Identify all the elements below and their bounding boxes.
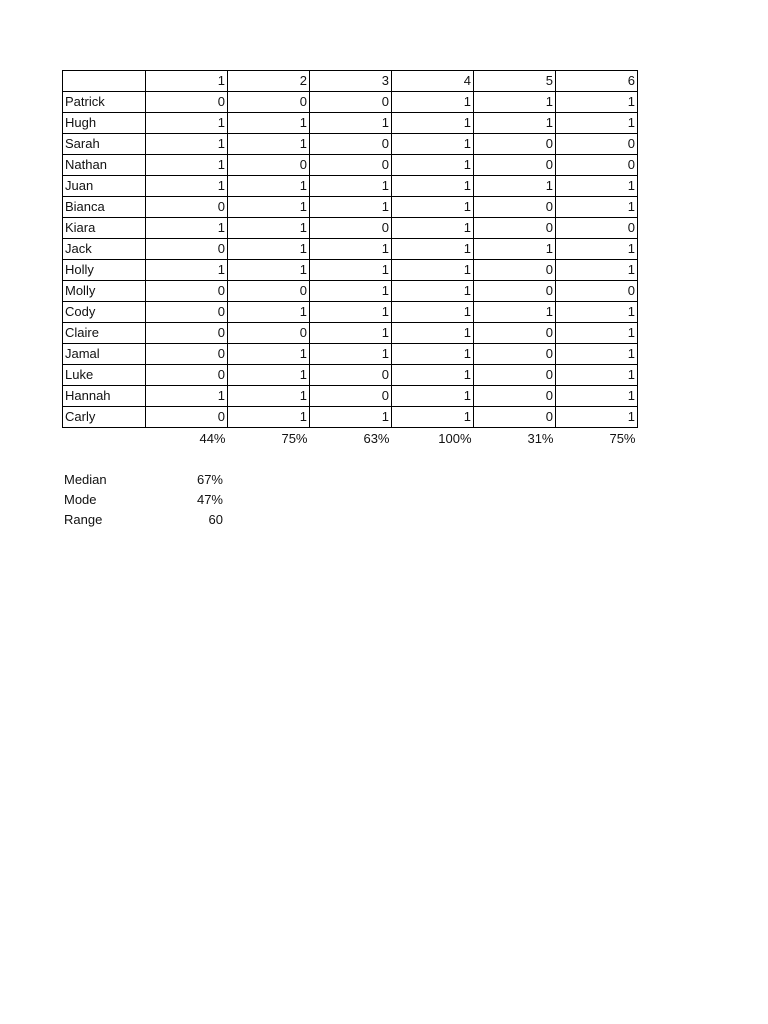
corner-cell[interactable] xyxy=(63,71,146,92)
student-name-cell[interactable]: Molly xyxy=(63,281,146,302)
score-cell[interactable]: 1 xyxy=(392,197,474,218)
score-cell[interactable]: 1 xyxy=(228,260,310,281)
student-name-cell[interactable]: Hugh xyxy=(63,113,146,134)
score-cell[interactable]: 0 xyxy=(474,134,556,155)
score-cell[interactable]: 1 xyxy=(556,365,638,386)
stat-value-cell[interactable]: 67% xyxy=(196,472,223,487)
empty-cell[interactable] xyxy=(63,428,146,450)
stat-label-cell[interactable]: Median xyxy=(64,472,107,487)
score-table-body xyxy=(63,71,638,450)
score-cell[interactable]: 0 xyxy=(310,134,392,155)
stat-row xyxy=(62,510,225,530)
table-row xyxy=(63,197,638,218)
score-cell[interactable]: 1 xyxy=(310,302,392,323)
spreadsheet-area xyxy=(62,70,638,530)
student-name-cell[interactable]: Cody xyxy=(63,302,146,323)
score-cell[interactable]: 0 xyxy=(474,260,556,281)
score-cell[interactable]: 1 xyxy=(474,113,556,134)
score-cell[interactable]: 1 xyxy=(556,260,638,281)
table-row xyxy=(63,344,638,365)
score-cell[interactable]: 1 xyxy=(146,176,228,197)
student-name-cell[interactable]: Hannah xyxy=(63,386,146,407)
table-row xyxy=(63,218,638,239)
score-cell[interactable]: 0 xyxy=(474,218,556,239)
score-cell[interactable]: 1 xyxy=(392,323,474,344)
score-cell[interactable]: 0 xyxy=(146,365,228,386)
score-cell[interactable]: 0 xyxy=(310,386,392,407)
score-cell[interactable]: 0 xyxy=(474,281,556,302)
score-cell[interactable]: 1 xyxy=(392,407,474,428)
score-cell[interactable]: 0 xyxy=(228,155,310,176)
stat-row xyxy=(62,470,225,490)
score-cell[interactable]: 0 xyxy=(556,218,638,239)
score-cell[interactable]: 0 xyxy=(228,323,310,344)
percent-total-cell[interactable]: 31% xyxy=(527,430,554,446)
stat-value-cell[interactable]: 47% xyxy=(196,492,223,507)
score-cell[interactable]: 1 xyxy=(310,323,392,344)
score-cell[interactable]: 1 xyxy=(228,239,310,260)
score-cell[interactable]: 0 xyxy=(146,302,228,323)
score-cell[interactable]: 1 xyxy=(228,386,310,407)
table-row xyxy=(63,323,638,344)
score-cell[interactable]: 1 xyxy=(392,239,474,260)
score-cell[interactable]: 1 xyxy=(228,197,310,218)
score-cell[interactable]: 0 xyxy=(310,365,392,386)
score-cell[interactable]: 1 xyxy=(310,176,392,197)
percent-total-cell[interactable]: 75% xyxy=(281,430,308,446)
score-cell[interactable]: 1 xyxy=(228,344,310,365)
stat-value-cell[interactable]: 60 xyxy=(208,512,223,527)
score-cell[interactable]: 1 xyxy=(310,407,392,428)
column-header-cell[interactable]: 3 xyxy=(310,71,392,92)
score-cell[interactable]: 1 xyxy=(146,386,228,407)
score-cell[interactable]: 1 xyxy=(556,176,638,197)
score-cell[interactable]: 1 xyxy=(392,218,474,239)
summary-stats-body xyxy=(62,470,225,530)
score-cell[interactable]: 0 xyxy=(310,155,392,176)
score-cell[interactable]: 1 xyxy=(392,344,474,365)
column-header-cell[interactable]: 6 xyxy=(556,71,638,92)
table-row xyxy=(63,134,638,155)
score-cell[interactable]: 0 xyxy=(228,92,310,113)
score-cell[interactable]: 1 xyxy=(474,239,556,260)
percent-total-cell[interactable]: 75% xyxy=(609,430,636,446)
score-cell[interactable]: 1 xyxy=(228,113,310,134)
table-row xyxy=(63,281,638,302)
score-cell[interactable]: 0 xyxy=(146,281,228,302)
score-cell[interactable]: 0 xyxy=(146,407,228,428)
score-cell[interactable]: 1 xyxy=(474,176,556,197)
percent-total-cell[interactable]: 100% xyxy=(438,430,472,446)
table-row xyxy=(63,260,638,281)
score-cell[interactable]: 1 xyxy=(228,218,310,239)
score-cell[interactable]: 1 xyxy=(392,92,474,113)
score-cell[interactable]: 1 xyxy=(556,302,638,323)
table-row xyxy=(63,302,638,323)
score-cell[interactable]: 0 xyxy=(310,218,392,239)
student-name-cell[interactable]: Kiara xyxy=(63,218,146,239)
score-cell[interactable]: 0 xyxy=(474,197,556,218)
score-cell[interactable]: 1 xyxy=(556,113,638,134)
student-name-cell[interactable]: Holly xyxy=(63,260,146,281)
score-cell[interactable]: 0 xyxy=(556,155,638,176)
student-name-cell[interactable]: Nathan xyxy=(63,155,146,176)
score-cell[interactable]: 1 xyxy=(392,113,474,134)
score-cell[interactable]: 1 xyxy=(310,197,392,218)
score-cell[interactable]: 1 xyxy=(474,302,556,323)
column-header-cell[interactable]: 2 xyxy=(228,71,310,92)
score-cell[interactable]: 0 xyxy=(474,386,556,407)
student-name-cell[interactable]: Jack xyxy=(63,239,146,260)
score-cell[interactable]: 0 xyxy=(146,197,228,218)
column-header-cell[interactable]: 5 xyxy=(474,71,556,92)
score-cell[interactable]: 1 xyxy=(228,365,310,386)
student-name-cell[interactable]: Bianca xyxy=(63,197,146,218)
score-cell[interactable]: 1 xyxy=(228,134,310,155)
score-cell[interactable]: 0 xyxy=(474,344,556,365)
totals-row xyxy=(63,428,638,450)
table-row xyxy=(63,176,638,197)
score-cell[interactable]: 1 xyxy=(310,344,392,365)
header-row xyxy=(63,71,638,92)
score-cell[interactable]: 1 xyxy=(146,155,228,176)
score-table xyxy=(62,70,638,449)
score-cell[interactable]: 1 xyxy=(392,281,474,302)
score-cell[interactable]: 1 xyxy=(392,365,474,386)
score-cell[interactable]: 0 xyxy=(474,155,556,176)
score-cell[interactable]: 1 xyxy=(146,113,228,134)
score-cell[interactable]: 1 xyxy=(392,155,474,176)
student-name-cell[interactable]: Carly xyxy=(63,407,146,428)
summary-stats-table xyxy=(62,470,225,530)
score-cell[interactable]: 1 xyxy=(556,323,638,344)
score-cell[interactable]: 0 xyxy=(474,365,556,386)
score-cell[interactable]: 1 xyxy=(310,239,392,260)
score-cell[interactable]: 1 xyxy=(556,239,638,260)
score-cell[interactable]: 1 xyxy=(146,260,228,281)
score-cell[interactable]: 1 xyxy=(310,281,392,302)
student-name-cell[interactable]: Sarah xyxy=(63,134,146,155)
table-row xyxy=(63,113,638,134)
score-cell[interactable]: 0 xyxy=(556,281,638,302)
student-name-cell[interactable]: Luke xyxy=(63,365,146,386)
score-cell[interactable]: 0 xyxy=(146,239,228,260)
score-cell[interactable]: 1 xyxy=(556,407,638,428)
score-cell[interactable]: 0 xyxy=(556,134,638,155)
score-cell[interactable]: 1 xyxy=(146,134,228,155)
student-name-cell[interactable]: Jamal xyxy=(63,344,146,365)
score-cell[interactable]: 0 xyxy=(228,281,310,302)
stat-label-cell[interactable]: Range xyxy=(64,512,103,527)
table-row xyxy=(63,239,638,260)
score-cell[interactable]: 1 xyxy=(392,176,474,197)
score-cell[interactable]: 0 xyxy=(146,323,228,344)
table-row xyxy=(63,155,638,176)
percent-total-cell[interactable]: 44% xyxy=(199,430,226,446)
score-cell[interactable]: 1 xyxy=(392,386,474,407)
score-cell[interactable]: 1 xyxy=(392,260,474,281)
score-cell[interactable]: 0 xyxy=(474,407,556,428)
percent-total-cell[interactable]: 63% xyxy=(363,430,390,446)
score-cell[interactable]: 1 xyxy=(310,260,392,281)
stat-row xyxy=(62,490,225,510)
student-name-cell[interactable]: Juan xyxy=(63,176,146,197)
score-cell[interactable]: 1 xyxy=(228,302,310,323)
score-cell[interactable]: 0 xyxy=(310,92,392,113)
score-cell[interactable]: 1 xyxy=(228,407,310,428)
student-name-cell[interactable]: Patrick xyxy=(63,92,146,113)
score-cell[interactable]: 0 xyxy=(474,323,556,344)
table-row xyxy=(63,386,638,407)
score-cell[interactable]: 1 xyxy=(146,218,228,239)
score-cell[interactable]: 1 xyxy=(556,197,638,218)
column-header-cell[interactable]: 4 xyxy=(392,71,474,92)
score-cell[interactable]: 1 xyxy=(556,92,638,113)
score-cell[interactable]: 1 xyxy=(392,302,474,323)
score-cell[interactable]: 0 xyxy=(146,344,228,365)
score-cell[interactable]: 1 xyxy=(310,113,392,134)
table-row xyxy=(63,365,638,386)
table-row xyxy=(63,407,638,428)
column-header-cell[interactable]: 1 xyxy=(146,71,228,92)
score-cell[interactable]: 1 xyxy=(556,344,638,365)
stat-label-cell[interactable]: Mode xyxy=(64,492,97,507)
score-cell[interactable]: 1 xyxy=(228,176,310,197)
score-cell[interactable]: 1 xyxy=(474,92,556,113)
student-name-cell[interactable]: Claire xyxy=(63,323,146,344)
score-cell[interactable]: 1 xyxy=(556,386,638,407)
table-row xyxy=(63,92,638,113)
score-cell[interactable]: 0 xyxy=(146,92,228,113)
score-cell[interactable]: 1 xyxy=(392,134,474,155)
